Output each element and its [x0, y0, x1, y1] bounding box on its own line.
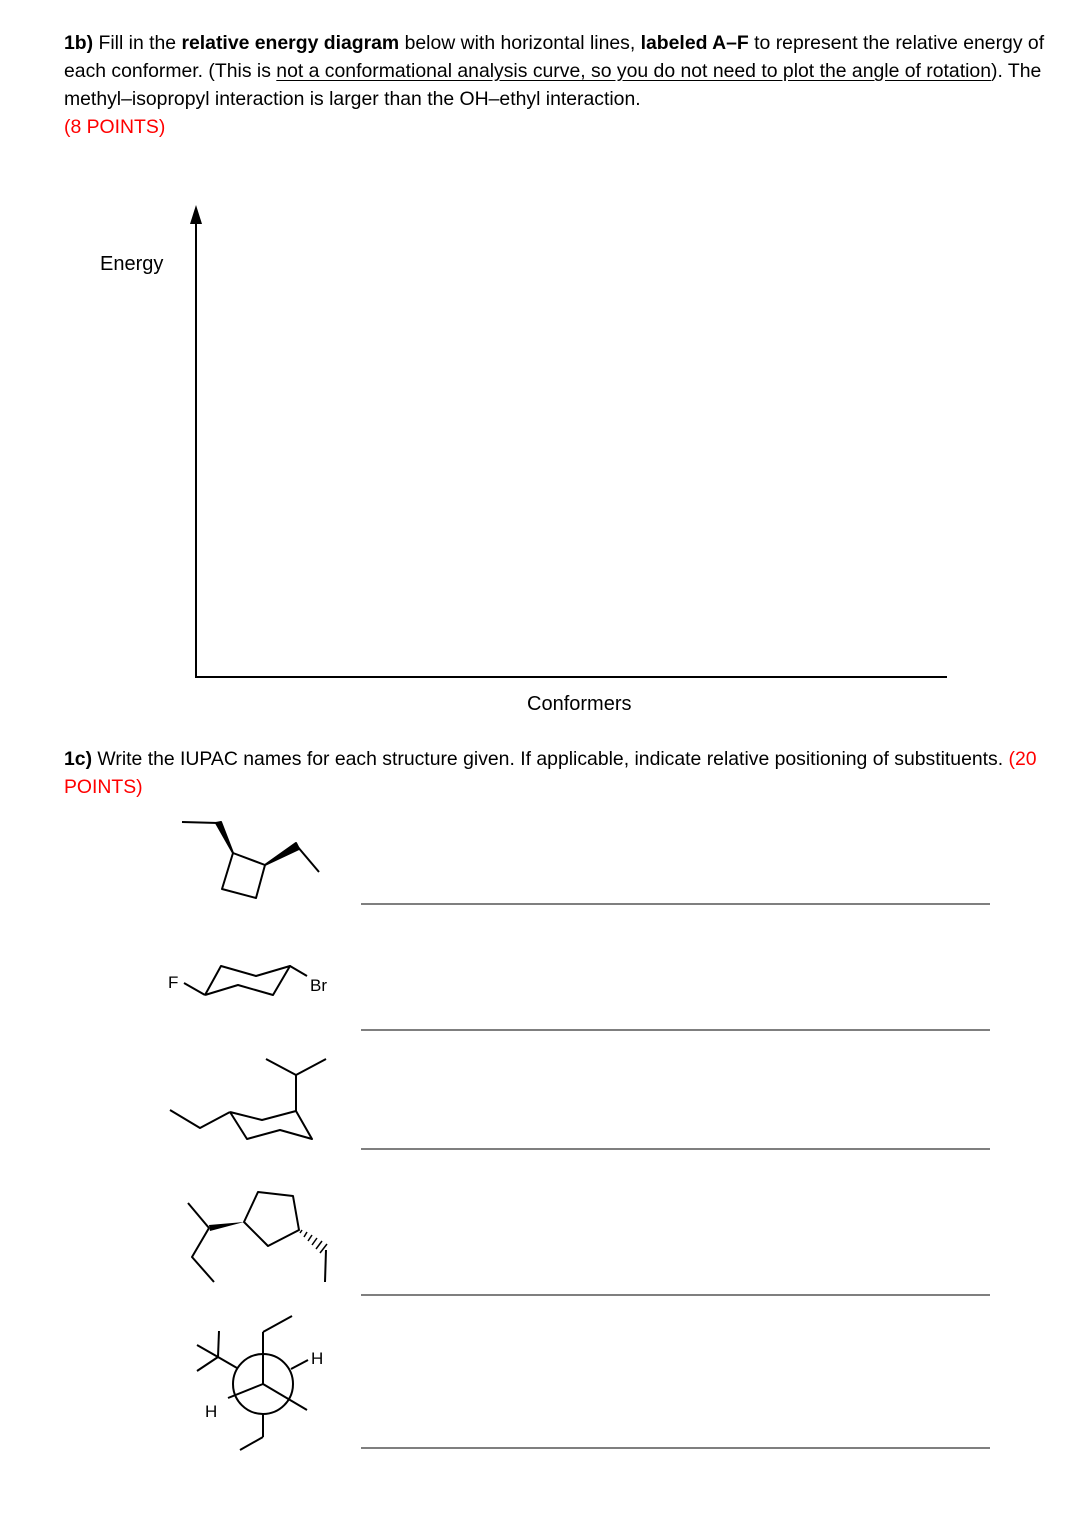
- atom-label-br: Br: [310, 976, 327, 995]
- points-badge-1c: (20 POINTS): [64, 748, 1037, 798]
- structure-2-chair-f-br: [184, 966, 307, 995]
- atom-label-f: F: [168, 973, 179, 992]
- question-1b: 1b) Fill in the relative energy diagram below with horizontal lines, labeled A–F to represent the relative energy of each conformer. (This is not a conformational analysis curve, so you do not need to plot the angle of rotation). The methyl–isopropyl interaction is larger than the OH–ethyl interaction. (8 POINTS): [64, 32, 1045, 138]
- answer-lines: [361, 904, 990, 1448]
- underlined-note: not a conformational analysis curve, so you do not need to plot the angle of rotation: [276, 60, 991, 82]
- x-axis-label: Conformers: [527, 693, 632, 715]
- atom-label-h-front: H: [205, 1402, 218, 1421]
- atom-label-h-back: H: [311, 1349, 324, 1368]
- y-axis-arrow-icon: [190, 205, 202, 224]
- y-axis-label: Energy: [100, 253, 164, 275]
- structure-4-cyclopentane: [188, 1192, 327, 1282]
- question-1b-label: 1b): [64, 32, 94, 54]
- question-1c-label: 1c): [64, 748, 93, 770]
- structure-3-chair-ethyl-isopropyl: [170, 1059, 326, 1139]
- question-1c: 1c) Write the IUPAC names for each structure given. If applicable, indicate relative positioning of substituents. (20 POINTS): [64, 748, 1037, 798]
- points-badge-1b: (8 POINTS): [64, 116, 166, 138]
- structure-1-cyclobutane: [182, 822, 319, 898]
- energy-diagram[interactable]: [190, 205, 947, 678]
- structure-5-newman-projection: [197, 1316, 308, 1450]
